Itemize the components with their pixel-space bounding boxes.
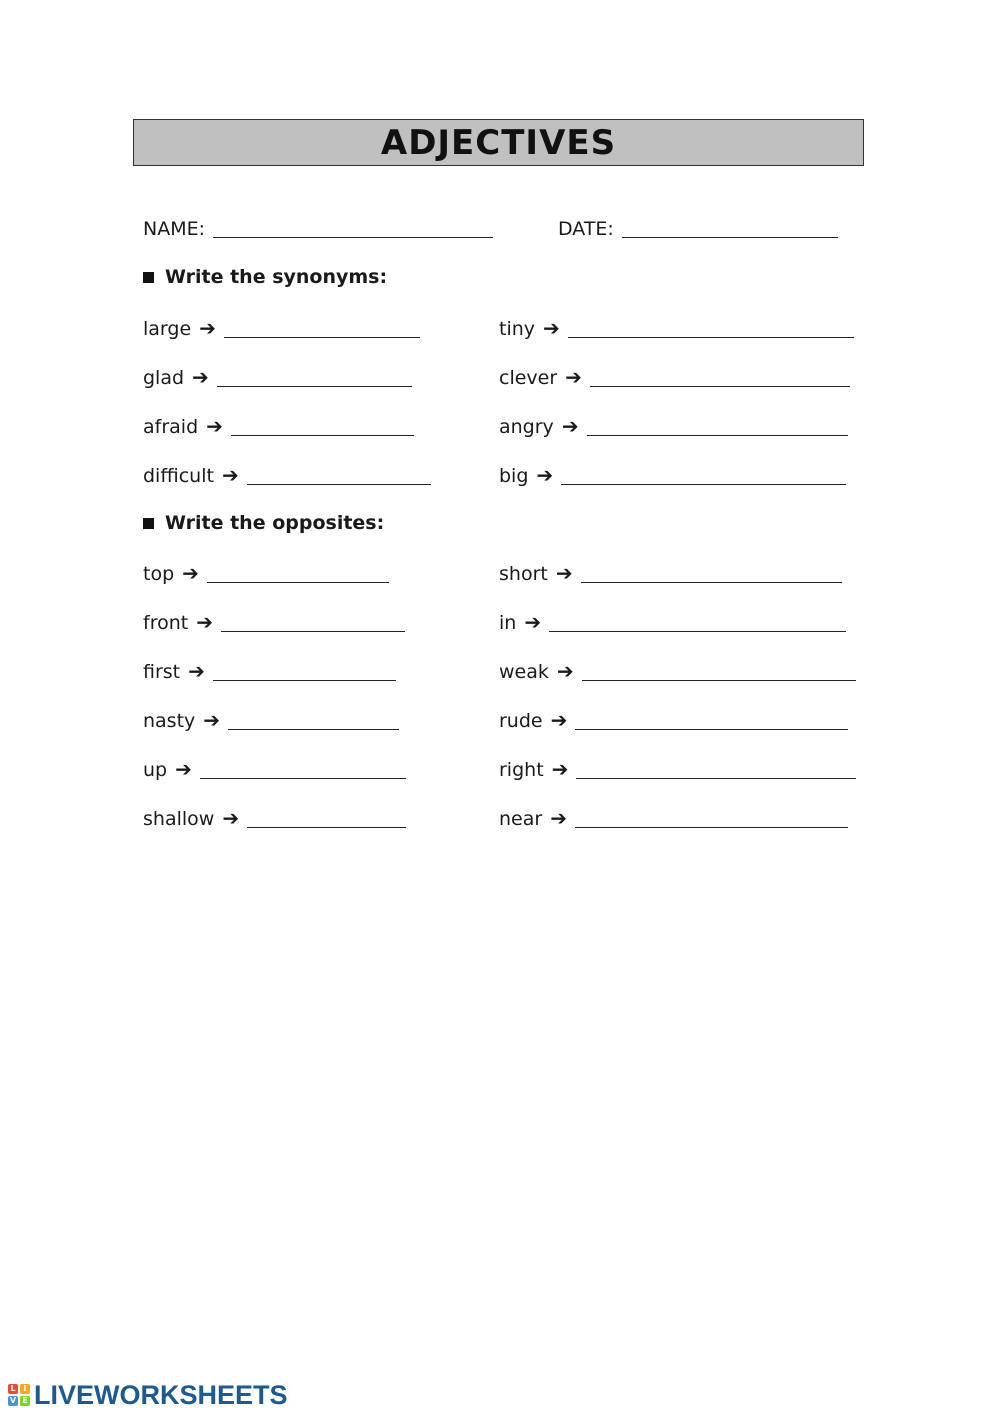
logo-square: V — [9, 1396, 17, 1405]
square-bullet-icon — [143, 272, 154, 283]
synonyms-row — [143, 365, 412, 389]
word-label: in — [499, 612, 517, 634]
word-label: up — [143, 759, 168, 781]
opposites-row — [143, 610, 405, 634]
opposites-row — [143, 806, 406, 830]
square-bullet-icon — [143, 518, 154, 529]
answer-input-line[interactable] — [247, 483, 431, 485]
arrow-right-icon: ➔ — [565, 365, 582, 389]
logo-square: L — [8, 1384, 18, 1394]
brand-text: LIVEWORKSHEETS — [34, 1379, 288, 1410]
arrow-right-icon: ➔ — [536, 463, 554, 487]
arrow-right-icon: ➔ — [175, 757, 192, 781]
arrow-right-icon: ➔ — [203, 708, 221, 732]
arrow-right-icon: ➔ — [524, 610, 542, 634]
word-label: angry — [499, 416, 554, 438]
answer-input-line[interactable] — [217, 385, 412, 387]
page-title: ADJECTIVES — [380, 122, 617, 163]
opposites-row — [143, 659, 396, 683]
word-label: glad — [143, 367, 185, 389]
arrow-right-icon: ➔ — [555, 561, 573, 585]
word-label: afraid — [143, 416, 199, 438]
answer-input-line[interactable] — [575, 826, 848, 828]
arrow-right-icon: ➔ — [551, 757, 569, 781]
word-label: nasty — [143, 710, 196, 732]
answer-input-line[interactable] — [207, 581, 389, 583]
date-label: DATE: — [558, 218, 614, 240]
word-label: first — [143, 661, 181, 683]
brand-footer — [8, 1380, 288, 1410]
opposites-heading-text: Write the opposites: — [165, 512, 385, 534]
word-label: front — [143, 612, 189, 634]
answer-input-line[interactable] — [247, 826, 406, 828]
answer-input-line[interactable] — [590, 385, 850, 387]
answer-input-line[interactable] — [587, 434, 848, 436]
opposites-row — [499, 659, 856, 683]
opposites-row — [499, 806, 848, 830]
word-label: clever — [499, 367, 558, 389]
opposites-row — [499, 708, 848, 732]
word-label: difficult — [143, 465, 214, 487]
answer-input-line[interactable] — [568, 336, 854, 338]
opposites-row — [499, 757, 856, 781]
arrow-right-icon: ➔ — [222, 806, 240, 830]
answer-input-line[interactable] — [213, 679, 396, 681]
name-input-line[interactable] — [213, 236, 493, 238]
synonyms-row — [499, 463, 846, 487]
arrow-right-icon: ➔ — [543, 316, 560, 340]
opposites-heading — [143, 512, 384, 534]
opposites-row — [143, 708, 399, 732]
word-label: short — [499, 563, 548, 585]
synonyms-row — [499, 316, 854, 340]
name-field — [143, 218, 493, 240]
arrow-right-icon: ➔ — [199, 316, 216, 340]
logo-square: I — [20, 1384, 30, 1394]
arrow-right-icon: ➔ — [188, 659, 205, 683]
answer-input-line[interactable] — [549, 630, 846, 632]
synonyms-row — [143, 463, 431, 487]
answer-input-line[interactable] — [575, 728, 848, 730]
date-input-line[interactable] — [622, 236, 838, 238]
answer-input-line[interactable] — [582, 679, 856, 681]
opposites-row — [499, 561, 842, 585]
synonyms-row — [143, 414, 414, 438]
word-label: rude — [499, 710, 543, 732]
answer-input-line[interactable] — [561, 483, 846, 485]
arrow-right-icon: ➔ — [182, 561, 199, 585]
opposites-row — [143, 757, 406, 781]
opposites-row — [143, 561, 389, 585]
answer-input-line[interactable] — [231, 434, 414, 436]
answer-input-line[interactable] — [576, 777, 856, 779]
word-label: right — [499, 759, 544, 781]
arrow-right-icon: ➔ — [221, 463, 239, 487]
word-label: near — [499, 808, 543, 830]
date-field — [558, 218, 838, 240]
title-banner — [133, 119, 864, 166]
synonyms-heading-text: Write the synonyms: — [165, 266, 388, 288]
logo-square: E — [20, 1396, 30, 1406]
word-label: large — [143, 318, 192, 340]
word-label: weak — [499, 661, 549, 683]
arrow-right-icon: ➔ — [550, 708, 568, 732]
word-label: top — [143, 563, 175, 585]
word-label: shallow — [143, 808, 215, 830]
answer-input-line[interactable] — [200, 777, 406, 779]
arrow-right-icon: ➔ — [206, 414, 223, 438]
synonyms-heading — [143, 266, 387, 288]
word-label: tiny — [499, 318, 536, 340]
synonyms-row — [143, 316, 420, 340]
answer-input-line[interactable] — [221, 630, 405, 632]
arrow-right-icon: ➔ — [196, 610, 213, 634]
arrow-right-icon: ➔ — [556, 659, 574, 683]
opposites-row — [499, 610, 846, 634]
arrow-right-icon: ➔ — [550, 806, 567, 830]
answer-input-line[interactable] — [228, 728, 399, 730]
name-label: NAME: — [143, 218, 206, 240]
answer-input-line[interactable] — [581, 581, 842, 583]
arrow-right-icon: ➔ — [192, 365, 209, 389]
arrow-right-icon: ➔ — [561, 414, 579, 438]
liveworksheets-logo-icon — [8, 1384, 30, 1406]
synonyms-row — [499, 365, 850, 389]
synonyms-row — [499, 414, 848, 438]
word-label: big — [499, 465, 529, 487]
answer-input-line[interactable] — [224, 336, 420, 338]
